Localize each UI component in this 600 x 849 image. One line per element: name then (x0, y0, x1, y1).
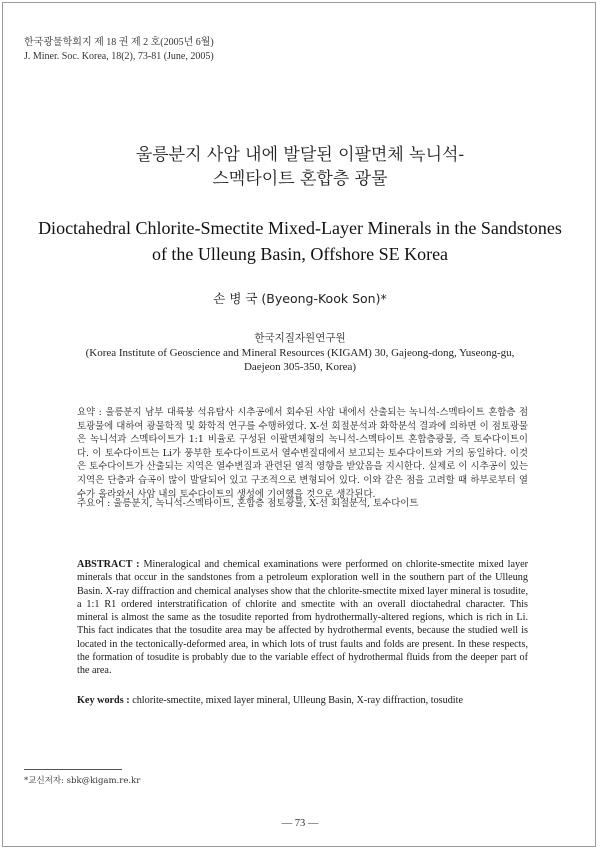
affiliation-english: (Korea Institute of Geoscience and Mineral Resources (KIGAM) 30, Gajeong-dong, Yuseong-gu, Daejeon 305-350, Korea) (85, 346, 515, 373)
journal-header (24, 36, 214, 64)
keywords-english (77, 694, 528, 707)
keywords-korean-label: 주요어 : (77, 498, 114, 509)
title-english (0, 215, 600, 267)
keywords-korean (77, 497, 528, 510)
title-english-line2: of the Ulleung Basin, Offshore SE Korea (151, 244, 449, 264)
journal-line-en: J. Miner. Soc. Korea, 18(2), 73-81 (June, 2005) (24, 51, 214, 62)
abstract-english-text: Mineralogical and chemical examinations were performed on chlorite-smectite mixed layer minerals that occur in the sandstones from a petroleum exploration well in the southern part of the Ulleung Basin. X-ray diffraction and chemical analyses show that the chlorite-smectite mixed layer mineral is tosudite, a 1:1 R1 ordered interstratification of chlorite and smectite with an overall dioctahedral character. This mineral is almost the same as the tosudite reported from hydrothermally-altered regions, which is rich in Li. This fact indicates that the tosudite area may be affected by hydrothermal events, because the studied well is located in the tectonically-deformed area, in which lots of trust faults and folds are present. In these respects, the formation of tosudite is probably due to the variable effect of hydrothermal fluids from the deeper part of the area. (77, 559, 528, 677)
abstract-english (77, 558, 528, 678)
title-english-line1: Dioctahedral Chlorite-Smectite Mixed-Layer Minerals in the Sandstones (38, 218, 562, 238)
title-korean-line2: 스멕타이트 혼합층 광물 (212, 169, 388, 189)
footnote-divider (24, 769, 122, 770)
corresponding-author-footnote: *교신저자: sbk@kigam.re.kr (24, 776, 141, 786)
author-line: 손 병 국 (Byeong-Kook Son)* (213, 291, 387, 306)
page-number: — 73 — (281, 818, 319, 829)
keywords-korean-text: 울릉분지, 녹니석-스멕타이트, 혼합층 점토광물, X-선 회절분석, 토수다이트 (113, 498, 419, 509)
journal-line-ko: 한국광물학회지 제 18 권 제 2 호(2005년 6월) (24, 37, 214, 48)
abstract-korean (77, 406, 528, 501)
title-korean-line1: 울릉분지 사암 내에 발달된 이팔면체 녹니석- (135, 145, 465, 165)
affiliation (70, 331, 530, 375)
affiliation-korean: 한국지질자원연구원 (254, 332, 346, 344)
keywords-english-text: chlorite-smectite, mixed layer mineral, Ulleung Basin, X-ray diffraction, tosudite (132, 695, 463, 706)
keywords-english-label: Key words : (77, 695, 133, 706)
abstract-korean-text: 울릉분지 남부 대륙붕 석유탐사 시추공에서 회수된 사암 내에서 산출되는 녹니석-스멕타이트 혼합층 점토광물에 대하여 광물학적 및 화학적 연구를 수행하였다. X-선 회절분석과 화학분석 결과에 의하면 이 점토광물은 녹니석과 스멕타이트가 1:1 비율로 구성된 이팔면체형의 녹니석-스멕타이트 혼합층광물, 즉 토수다이트이다. 이 토수다이트는 Li가 풍부한 토수다이트로서 열수변질대에서 보고되는 토수다이트와 거의 동일하다. 이것은 토수다이트가 산출되는 지역은 열수변질과 관련된 열적 영향을 받았음을 지시한다. 실제로 이 시추공이 있는 지역은 단층과 습곡이 많이 발달되어 있고 구조적으로 변형되어 있다. 이와 같은 점을 고려할 때 하부로부터 열수가 올라와서 사암 내의 토수다이트의 생성에 기여했을 것으로 생각된다. (77, 407, 528, 500)
abstract-english-label: ABSTRACT : (77, 559, 144, 570)
abstract-korean-label: 요약 : (77, 407, 106, 418)
title-korean (0, 143, 600, 191)
